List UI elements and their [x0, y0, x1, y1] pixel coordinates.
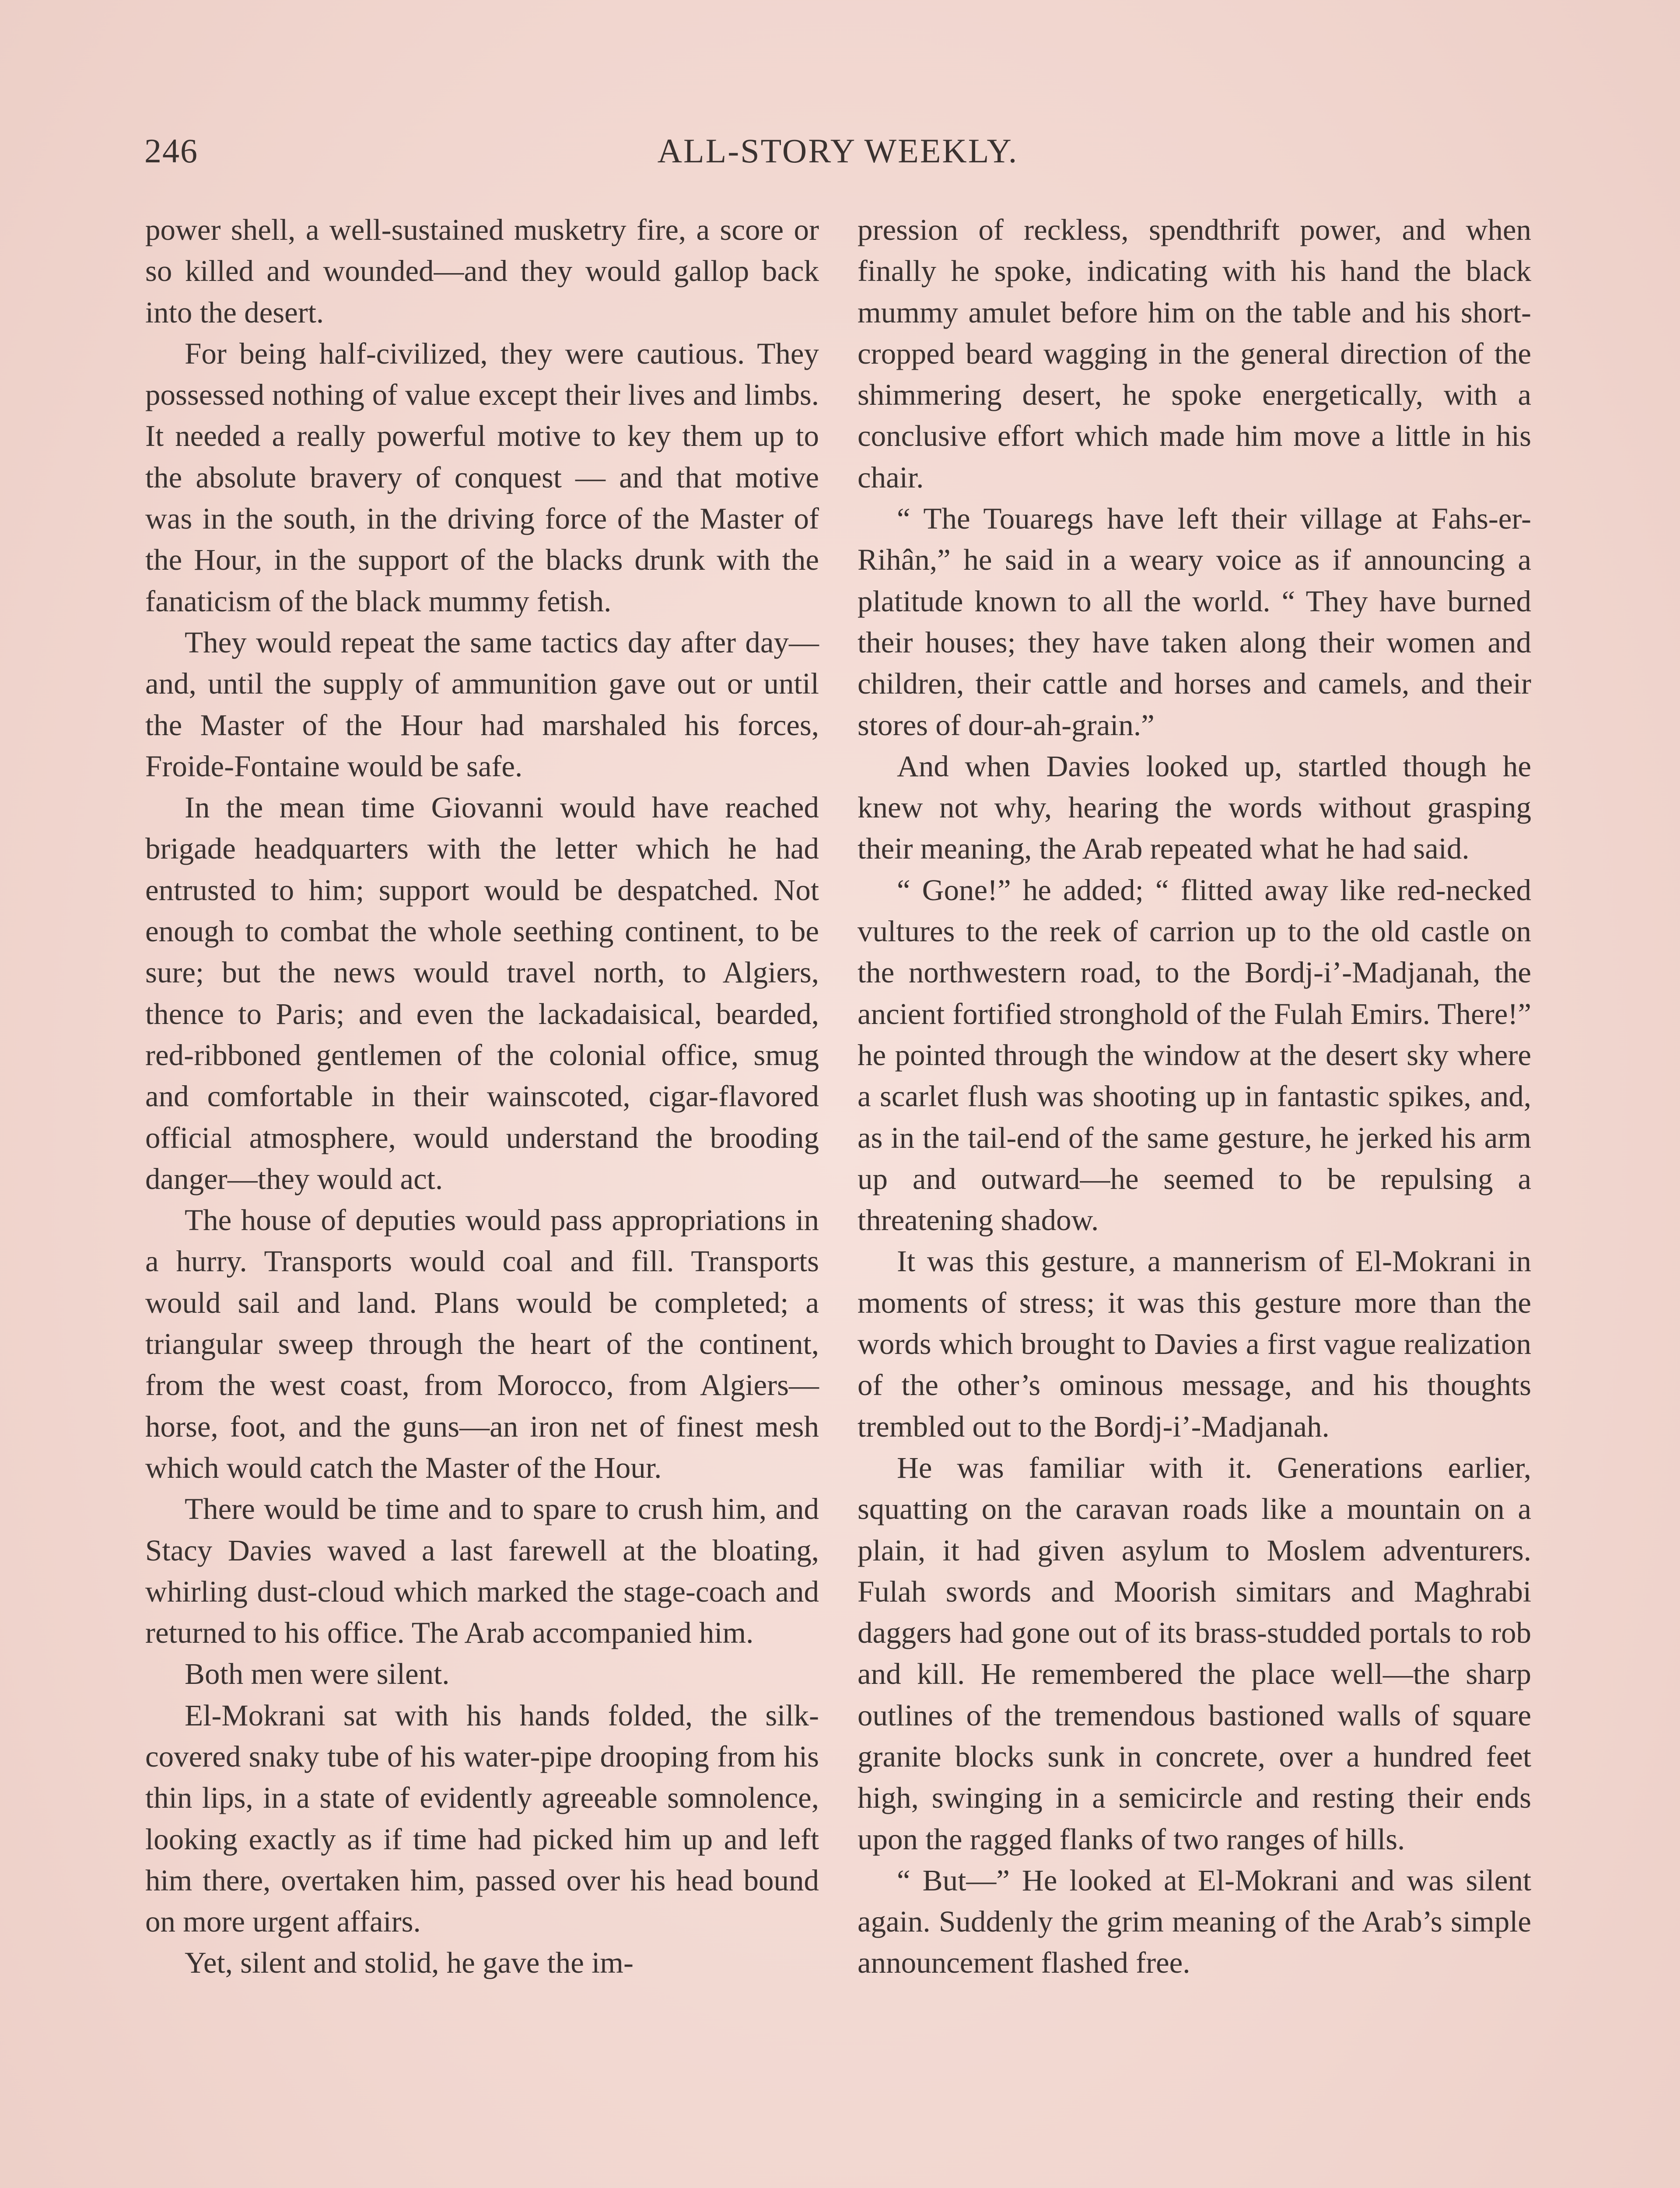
paragraph: It was this gesture, a mannerism of El-Mokrani in moments of stress; it was this gesture more than the words which brought to Davies a first vague realization of the other’s ominous message, and his thoughts trembled out to the Bordj-i’-Madjanah.: [858, 1245, 1531, 1443]
paragraph: pression of reckless, spendthrift power, and when finally he spoke, indicating with his hand the black mummy amulet before him on the table and his short-cropped beard wagging in the general direction of the shimmering desert, he spoke energetically, with a conclusive effort which made him move a little in his chair.: [858, 213, 1531, 494]
paragraph: El-Mokrani sat with his hands folded, the silk-covered snaky tube of his water-pipe drooping from his thin lips, in a state of evidently agreeable somnolence, looking exactly as if time had picked him up and left him there, overtaken him, passed over his head bound on more urgent affairs.: [145, 1698, 819, 1939]
paragraph: There would be time and to spare to crush him, and Stacy Davies waved a last farewell at the bloating, whirling dust-cloud which marked the stage-coach and returned to his office. The Arab accompanied him.: [145, 1492, 819, 1650]
paragraph: They would repeat the same tactics day after day—and, until the supply of ammunition gave out or until the Master of the Hour had marshaled his forces, Froide-Fontaine would be safe.: [145, 625, 819, 783]
page-header: [144, 127, 1531, 184]
paragraph: He was familiar with it. Generations earlier, squatting on the caravan roads like a mountain on a plain, it had given asylum to Moslem adventurers. Fulah swords and Moorish simitars and Maghrabi daggers had gone out of its brass-studded portals to rob and kill. He remembered the place well—the sharp outlines of the tremendous bastioned walls of square granite blocks sunk in concrete, over a hundred feet high, swinging in a semicircle and resting their ends upon the ragged flanks of two ranges of hills.: [858, 1451, 1531, 1856]
paragraph: “ Gone!” he added; “ flitted away like red-necked vultures to the reek of carrion up to the old castle on the northwestern road, to the Bordj-i’-Madjanah, the ancient fortified stronghold of the Fulah Emirs. There!” he pointed through the window at the desert sky where a scarlet flush was shooting up in fantastic spikes, and, as in the tail-end of the same gesture, he jerked his arm up and outward—he seemed to be repulsing a threatening shadow.: [858, 873, 1531, 1237]
paragraph: “ But—” He looked at El-Mokrani and was silent again. Suddenly the grim meaning of the Arab’s simple announcement flashed free.: [858, 1863, 1531, 1980]
paragraph: Both men were silent.: [185, 1657, 450, 1691]
paragraph: And when Davies looked up, startled though he knew not why, hearing the words without grasping their meaning, the Arab repeated what he had said.: [858, 749, 1531, 866]
running-title: ALL-STORY WEEKLY.: [657, 132, 1018, 170]
paragraph: The house of deputies would pass appropriations in a hurry. Transports would coal and fill. Transports would sail and land. Plans would be completed; a triangular sweep through the heart of the continent, from the west coast, from Morocco, from Algiers—horse, foot, and the guns—an iron net of finest mesh which would catch the Master of the Hour.: [145, 1203, 819, 1484]
paragraph: For being half-civilized, they were cautious. They possessed nothing of value except their lives and limbs. It needed a really powerful motive to key them up to the absolute bravery of conquest — and that motive was in the south, in the driving force of the Master of the Hour, in the support of the blacks drunk with the fanaticism of the black mummy fetish.: [145, 337, 819, 618]
paragraph: In the mean time Giovanni would have reached brigade headquarters with the letter which he had entrusted to him; support would be despatched. Not enough to combat the whole seething continent, to be sure; but the news would travel north, to Algiers, thence to Paris; and even the lackadaisical, bearded, red-ribboned gentlemen of the colonial office, smug and comfortable in their wainscoted, cigar-flavored official atmosphere, would understand the brooding danger—they would act.: [145, 791, 819, 1196]
left-column: [145, 209, 819, 1984]
paragraph: Yet, silent and stolid, he gave the im-: [185, 1946, 634, 1980]
paragraph: power shell, a well-sustained musketry fire, a score or so killed and wounded—and they would gallop back into the desert.: [145, 213, 819, 329]
right-column: [858, 209, 1531, 1984]
paragraph: “ The Touaregs have left their village at Fahs-er-Rihân,” he said in a weary voice as if announcing a platitude known to all the world. “ They have burned their houses; they have taken along their women and children, their cattle and horses and camels, and their stores of dour-ah-grain.”: [858, 502, 1531, 742]
page-number: 246: [144, 132, 198, 170]
